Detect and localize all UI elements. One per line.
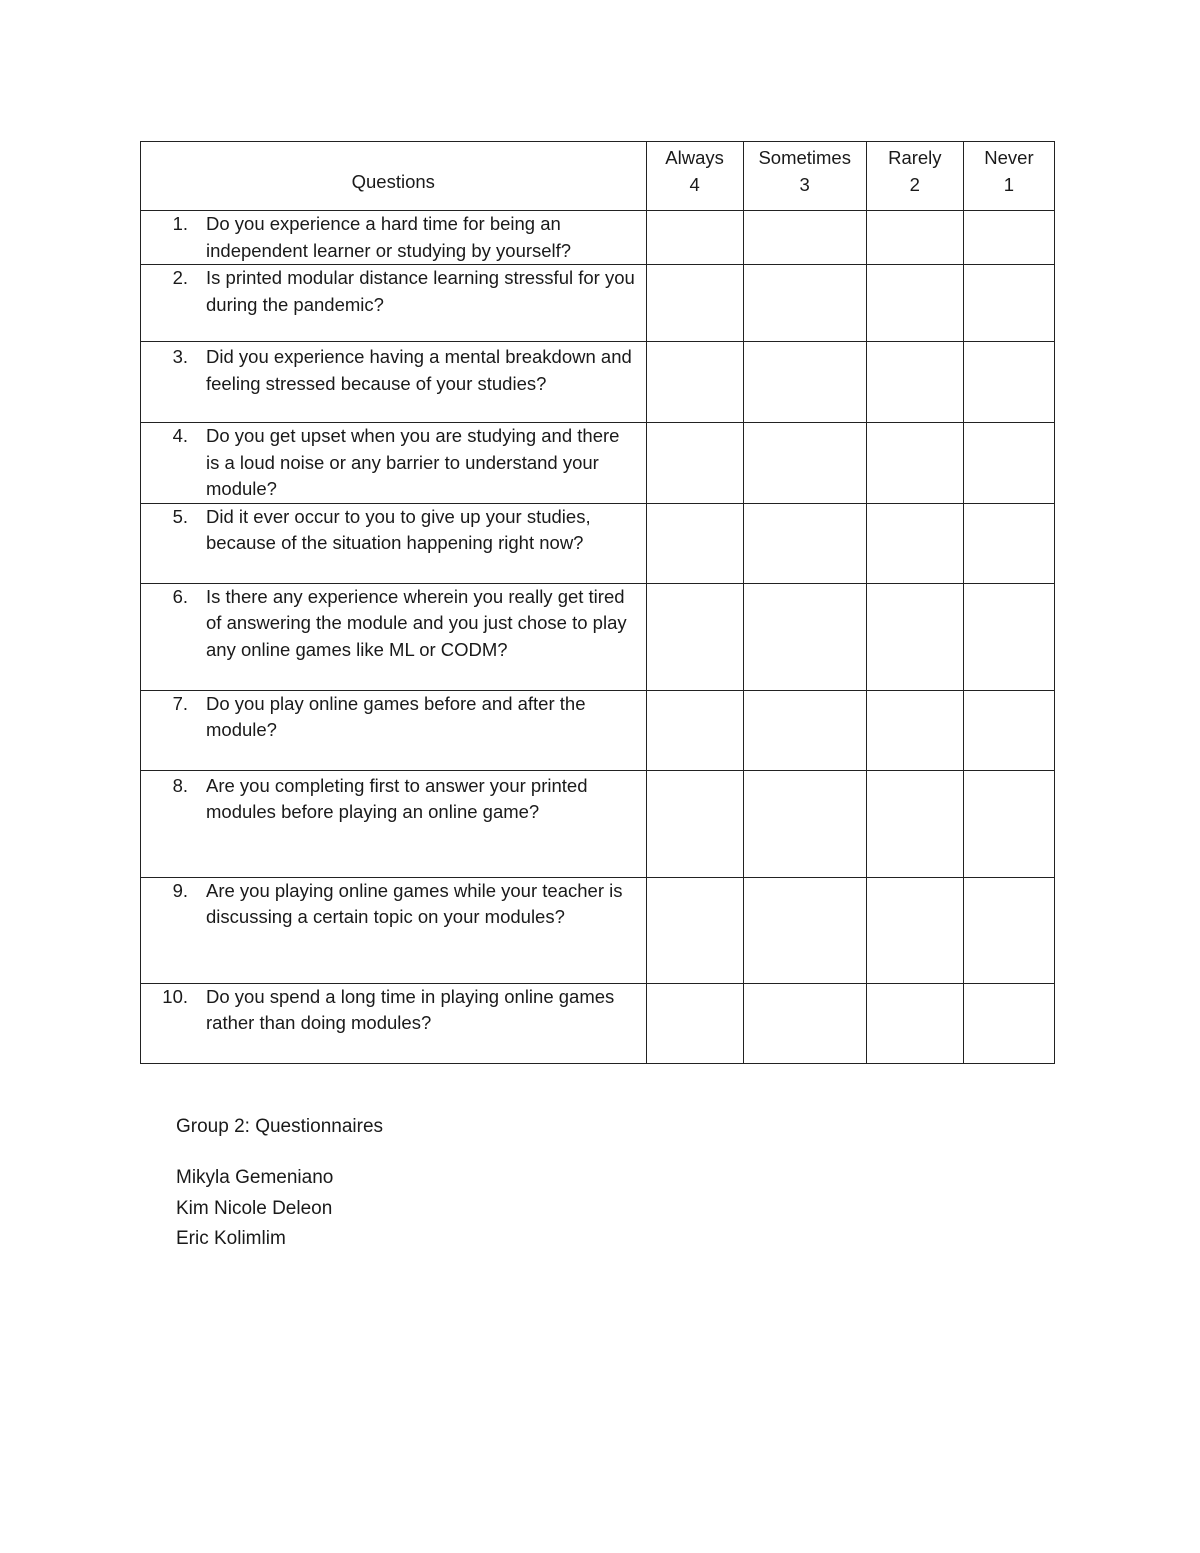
question-number: 8. xyxy=(172,774,188,796)
rarely-answer-cell[interactable] xyxy=(866,877,963,983)
rarely-column-header xyxy=(866,142,963,211)
question-number: 1. xyxy=(172,213,188,234)
question-text: Do you spend a long time in playing online games rather than doing modules? xyxy=(206,985,615,1033)
always-answer-cell[interactable] xyxy=(646,770,743,877)
member-name: Kim Nicole Deleon xyxy=(176,1197,333,1219)
never-answer-cell[interactable] xyxy=(963,583,1054,690)
table-row xyxy=(141,423,1055,504)
question-text: Do you play online games before and after the module? xyxy=(206,692,586,740)
question-cell xyxy=(141,211,647,265)
table-row xyxy=(141,342,1055,423)
table-row xyxy=(141,877,1055,983)
question-cell xyxy=(141,423,647,504)
question-number: 3. xyxy=(172,346,188,367)
table-row xyxy=(141,265,1055,342)
rarely-answer-cell[interactable] xyxy=(866,583,963,690)
always-answer-cell[interactable] xyxy=(646,211,743,265)
sometimes-answer-cell[interactable] xyxy=(743,770,866,877)
question-cell xyxy=(141,877,647,983)
scale-label: Sometimes xyxy=(758,147,851,168)
never-answer-cell[interactable] xyxy=(963,983,1054,1063)
sometimes-answer-cell[interactable] xyxy=(743,211,866,265)
survey-table xyxy=(140,141,1055,1064)
rarely-answer-cell[interactable] xyxy=(866,770,963,877)
scale-value: 4 xyxy=(689,173,700,195)
rarely-answer-cell[interactable] xyxy=(866,211,963,265)
never-answer-cell[interactable] xyxy=(963,211,1054,265)
question-cell xyxy=(141,265,647,342)
always-answer-cell[interactable] xyxy=(646,583,743,690)
sometimes-answer-cell[interactable] xyxy=(743,583,866,690)
always-answer-cell[interactable] xyxy=(646,265,743,342)
question-cell xyxy=(141,770,647,877)
question-text: Are you playing online games while your teacher is discussing a certain topic on your modules? xyxy=(206,879,623,927)
scale-value: 2 xyxy=(909,173,920,195)
question-text: Is there any experience wherein you really get tired of answering the module and you just chose to play any online games like ML or CODM? xyxy=(206,585,627,660)
always-column-header xyxy=(646,142,743,211)
table-row xyxy=(141,503,1055,583)
question-number: 10. xyxy=(162,985,188,1007)
member-name: Mikyla Gemeniano xyxy=(176,1167,334,1188)
scale-label: Always xyxy=(665,147,724,168)
rarely-answer-cell[interactable] xyxy=(866,342,963,423)
always-answer-cell[interactable] xyxy=(646,423,743,504)
never-answer-cell[interactable] xyxy=(963,877,1054,983)
sometimes-answer-cell[interactable] xyxy=(743,423,866,504)
sometimes-column-header xyxy=(743,142,866,211)
question-cell xyxy=(141,583,647,690)
group-title: Group 2: Questionnaires xyxy=(176,1116,384,1137)
never-answer-cell[interactable] xyxy=(963,423,1054,504)
always-answer-cell[interactable] xyxy=(646,503,743,583)
scale-label: Rarely xyxy=(888,147,942,168)
table-row xyxy=(141,983,1055,1063)
footer xyxy=(176,1113,383,1255)
never-answer-cell[interactable] xyxy=(963,265,1054,342)
rarely-answer-cell[interactable] xyxy=(866,423,963,504)
table-row xyxy=(141,583,1055,690)
scale-value: 1 xyxy=(1003,173,1015,195)
sometimes-answer-cell[interactable] xyxy=(743,877,866,983)
question-cell xyxy=(141,342,647,423)
sometimes-answer-cell[interactable] xyxy=(743,503,866,583)
rarely-answer-cell[interactable] xyxy=(866,983,963,1063)
never-answer-cell[interactable] xyxy=(963,342,1054,423)
question-number: 9. xyxy=(172,879,188,901)
table-header-row xyxy=(141,142,1055,211)
never-answer-cell[interactable] xyxy=(963,503,1054,583)
question-text: Is printed modular distance learning stressful for you during the pandemic? xyxy=(206,267,635,315)
sometimes-answer-cell[interactable] xyxy=(743,342,866,423)
always-answer-cell[interactable] xyxy=(646,342,743,423)
sometimes-answer-cell[interactable] xyxy=(743,265,866,342)
never-answer-cell[interactable] xyxy=(963,690,1054,770)
always-answer-cell[interactable] xyxy=(646,983,743,1063)
question-number: 7. xyxy=(172,692,188,714)
member-name: Eric Kolimlim xyxy=(176,1228,286,1249)
always-answer-cell[interactable] xyxy=(646,690,743,770)
question-text: Did you experience having a mental breakdown and feeling stressed because of your studies? xyxy=(206,346,632,394)
rarely-answer-cell[interactable] xyxy=(866,503,963,583)
scale-label: Never xyxy=(984,147,1034,168)
question-text: Did it ever occur to you to give up your studies, because of the situation happening right now? xyxy=(206,505,591,553)
question-number: 6. xyxy=(172,585,188,607)
rarely-answer-cell[interactable] xyxy=(866,690,963,770)
question-cell xyxy=(141,690,647,770)
question-cell xyxy=(141,983,647,1063)
question-number: 5. xyxy=(172,505,188,527)
question-text: Are you completing first to answer your printed modules before playing an online game? xyxy=(206,774,588,822)
sometimes-answer-cell[interactable] xyxy=(743,690,866,770)
table-row xyxy=(141,770,1055,877)
table-row xyxy=(141,690,1055,770)
never-answer-cell[interactable] xyxy=(963,770,1054,877)
scale-value: 3 xyxy=(799,173,810,195)
questions-column-header: Questions xyxy=(141,142,647,211)
never-column-header xyxy=(963,142,1054,211)
question-number: 2. xyxy=(172,267,188,288)
question-text: Do you get upset when you are studying and there is a loud noise or any barrier to understand your module? xyxy=(206,425,620,499)
question-cell xyxy=(141,503,647,583)
always-answer-cell[interactable] xyxy=(646,877,743,983)
question-number: 4. xyxy=(172,425,188,446)
table-row xyxy=(141,211,1055,265)
rarely-answer-cell[interactable] xyxy=(866,265,963,342)
sometimes-answer-cell[interactable] xyxy=(743,983,866,1063)
question-text: Do you experience a hard time for being an independent learner or studying by yourself? xyxy=(206,213,572,261)
